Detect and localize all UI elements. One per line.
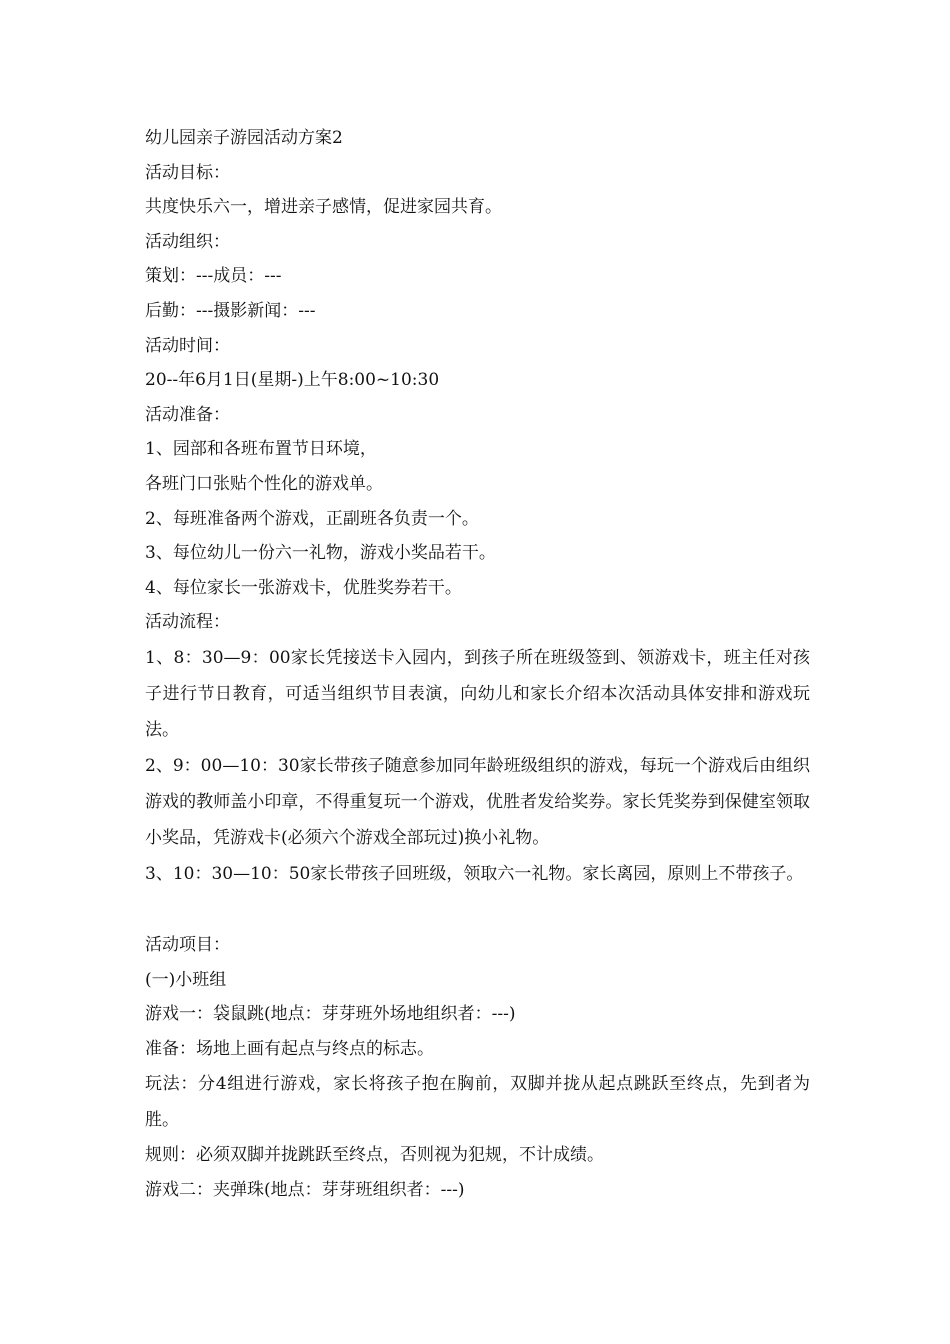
heading-items: 活动项目： (145, 934, 230, 955)
paragraph: 准备：场地上画有起点与终点的标志。 (145, 1038, 434, 1059)
paragraph: 各班门口张贴个性化的游戏单。 (145, 473, 383, 494)
paragraph: 20--年6月1日(星期-)上午8:00~10:30 (145, 370, 440, 391)
list-item: 2、9：00—10：30家长带孩子随意参加同年龄班级组织的游戏，每玩一个游戏后由组织游戏的教师盖小印章，不得重复玩一个游戏，优胜者发给奖券。家长凭奖券到保健室领取小奖品，凭游戏卡(必须六个游戏全部玩过)换小礼物。 (145, 755, 810, 848)
paragraph: 游戏一：袋鼠跳(地点：芽芽班外场地组织者：---) (145, 1004, 516, 1025)
list-item: 1、8：30—9：00家长凭接送卡入园内，到孩子所在班级签到、领游戏卡，班主任对孩子进行节日教育，可适当组织节目表演，向幼儿和家长介绍本次活动具体安排和游戏玩法。 (145, 647, 810, 740)
list-item: 2、每班准备两个游戏，正副班各负责一个。 (145, 508, 479, 529)
heading-process: 活动流程： (145, 612, 230, 633)
list-item: 4、每位家长一张游戏卡，优胜奖券若干。 (145, 577, 462, 598)
document-title: 幼儿园亲子游园活动方案2 (145, 128, 343, 148)
heading-time: 活动时间： (145, 335, 230, 356)
subheading-small-class: (一)小班组 (145, 969, 227, 990)
paragraph: 后勤：---摄影新闻：--- (145, 300, 316, 321)
heading-preparation: 活动准备： (145, 404, 230, 425)
list-item: 3、每位幼儿一份六一礼物，游戏小奖品若干。 (145, 543, 496, 564)
paragraph: 策划：---成员：--- (145, 266, 282, 287)
paragraph: 玩法：分4组进行游戏，家长将孩子抱在胸前，双脚并拢从起点跳跃至终点，先到者为胜。 (145, 1074, 810, 1131)
heading-goal: 活动目标： (145, 162, 230, 183)
list-item: 3、10：30—10：50家长带孩子回班级，领取六一礼物。家长离园，原则上不带孩子。 (145, 863, 804, 884)
paragraph: 规则：必须双脚并拢跳跃至终点，否则视为犯规，不计成绩。 (145, 1145, 604, 1166)
list-item: 1、园部和各班布置节日环境， (145, 439, 377, 460)
paragraph: 游戏二：夹弹珠(地点：芽芽班组织者：---) (145, 1179, 465, 1200)
paragraph: 共度快乐六一，增进亲子感情，促进家园共育。 (145, 197, 502, 218)
document-body (145, 121, 810, 1207)
heading-organization: 活动组织： (145, 231, 230, 252)
